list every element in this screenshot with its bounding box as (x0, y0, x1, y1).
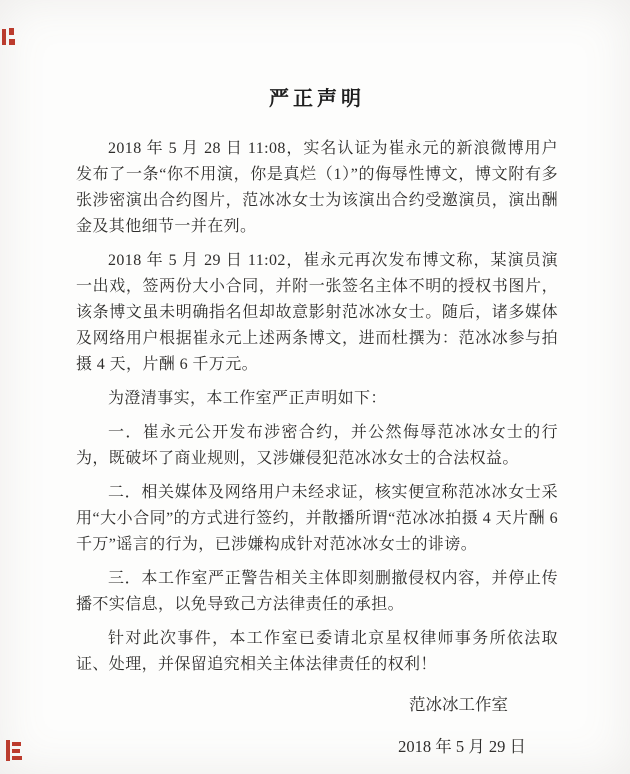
statement-paragraph: 针对此次事件，本工作室已委请北京星权律师事务所依法取证、处理，并保留追究相关主体法律责任的权利！ (76, 630, 558, 673)
statement-paragraph: 2018 年 5 月 29 日 11:02，崔永元再次发布博文称，某演员演一出戏，签两份大小合同，并附一张签名主体不明的授权书图片，该条博文虽未明确指名但却故意影射范冰冰女士。随后，诸多媒体及网络用户根据崔永元上述两条博文，进而杜撰为：范冰冰参与拍摄 4 天，片酬 6 千万元。 (76, 252, 558, 373)
statement-paragraph: 一．崔永元公开发布涉密合约，并公然侮辱范冰冰女士的行为，既破坏了商业规则，又涉嫌侵犯范冰冰女士的合法权益。 (76, 424, 558, 467)
red-stamp-fragment-icon (6, 740, 22, 761)
signature: 范冰冰工作室 (409, 695, 508, 714)
page-title: 严正声明 (269, 88, 365, 110)
red-stamp-fragment-icon (2, 28, 16, 46)
date: 2018 年 5 月 29 日 (398, 737, 526, 756)
statement-paragraph: 二．相关媒体及网络用户未经求证，核实便宣称范冰冰女士采用“大小合同”的方式进行签约，并散播所谓“范冰冰拍摄 4 天片酬 6 千万”谣言的行为，已涉嫌构成针对范冰冰女士的诽谤。 (76, 484, 558, 553)
statement-paragraph: 2018 年 5 月 28 日 11:08，实名认证为崔永元的新浪微博用户发布了一条“你不用演，你是真烂（1）”的侮辱性博文，博文附有多张涉密演出合约图片，范冰冰女士为该演出合约受邀演员，演出酬金及其他细节一并在列。 (76, 140, 558, 235)
statement-paragraph: 三．本工作室严正警告相关主体即刻删撤侵权内容，并停止传播不实信息，以免导致己方法律责任的承担。 (76, 570, 558, 613)
statement-paragraph: 为澄清事实，本工作室严正声明如下： (108, 390, 387, 407)
statement-body (76, 86, 558, 760)
